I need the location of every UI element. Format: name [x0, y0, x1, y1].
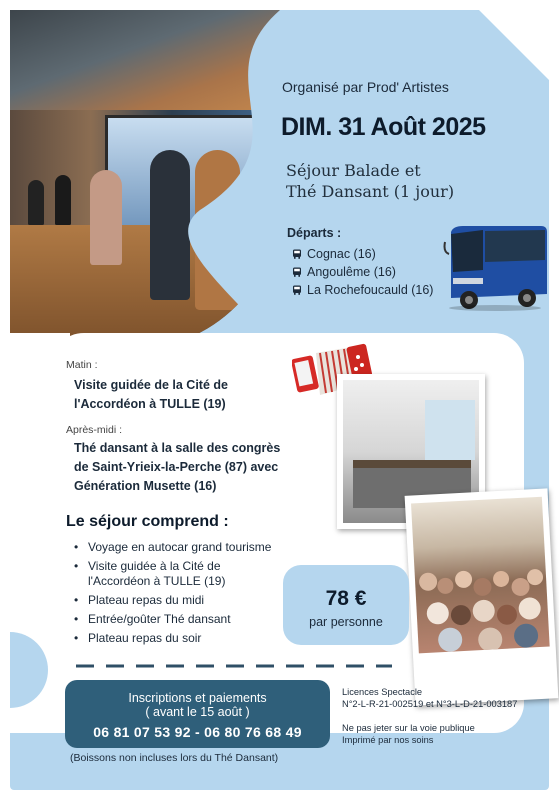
list-item: • Visite guidée à la Cité de l'Accordéon à TULLE (19) — [74, 559, 274, 589]
bus-icon — [292, 249, 302, 259]
departure-item: Angoulême (16) — [292, 263, 433, 281]
coach-bus-image — [443, 222, 547, 312]
departure-item: La Rochefoucauld (16) — [292, 281, 433, 299]
includes-title: Le séjour comprend : — [66, 513, 229, 530]
licences-info: Licences Spectacle N°2-L-R-21-002519 et N°3-L-D-21-003187 — [342, 687, 518, 709]
morning-activity: Visite guidée de la Cité de l'Accordéon à TULLE (19) — [74, 378, 228, 411]
corner-decoration — [479, 10, 549, 80]
registration-phones[interactable]: 06 81 07 53 92 - 06 80 76 68 49 — [93, 724, 302, 740]
dance-hall-photo — [405, 488, 559, 705]
departure-item: Cognac (16) — [292, 245, 433, 263]
dashed-divider — [76, 664, 392, 668]
price-unit: par personne — [309, 615, 383, 629]
morning-label: Matin : — [66, 359, 98, 371]
departures-list — [292, 245, 433, 299]
afternoon-activity: Thé dansant à la salle des congrès de Saint-Yrieix-la-Perche (87) avec Génération Musette (16) — [74, 441, 281, 493]
price-badge — [283, 565, 409, 645]
drinks-note: (Boissons non incluses lors du Thé Dansant) — [70, 752, 279, 764]
afternoon-label: Après-midi : — [66, 424, 123, 436]
event-date: DIM. 31 Août 2025 — [281, 113, 486, 141]
includes-list — [74, 540, 274, 650]
print-notice: Ne pas jeter sur la voie publique Imprimé par nos soins — [342, 723, 475, 745]
departures-title: Départs : — [287, 226, 342, 240]
bus-icon — [292, 267, 302, 277]
event-title: Séjour Balade et Thé Dansant (1 jour) — [286, 161, 455, 201]
registration-deadline: ( avant le 15 août ) — [145, 705, 250, 719]
bus-icon — [292, 285, 302, 295]
list-item: • Voyage en autocar grand tourisme — [74, 540, 274, 555]
wave-decoration — [160, 10, 300, 350]
list-item: • Plateau repas du soir — [74, 631, 274, 646]
organizer-text: Organisé par Prod' Artistes — [282, 79, 449, 95]
registration-title: Inscriptions et paiements — [128, 691, 267, 705]
price-amount: 78 € — [325, 587, 367, 610]
list-item: • Entrée/goûter Thé dansant — [74, 612, 274, 627]
list-item: • Plateau repas du midi — [74, 593, 274, 608]
registration-box — [65, 680, 330, 748]
